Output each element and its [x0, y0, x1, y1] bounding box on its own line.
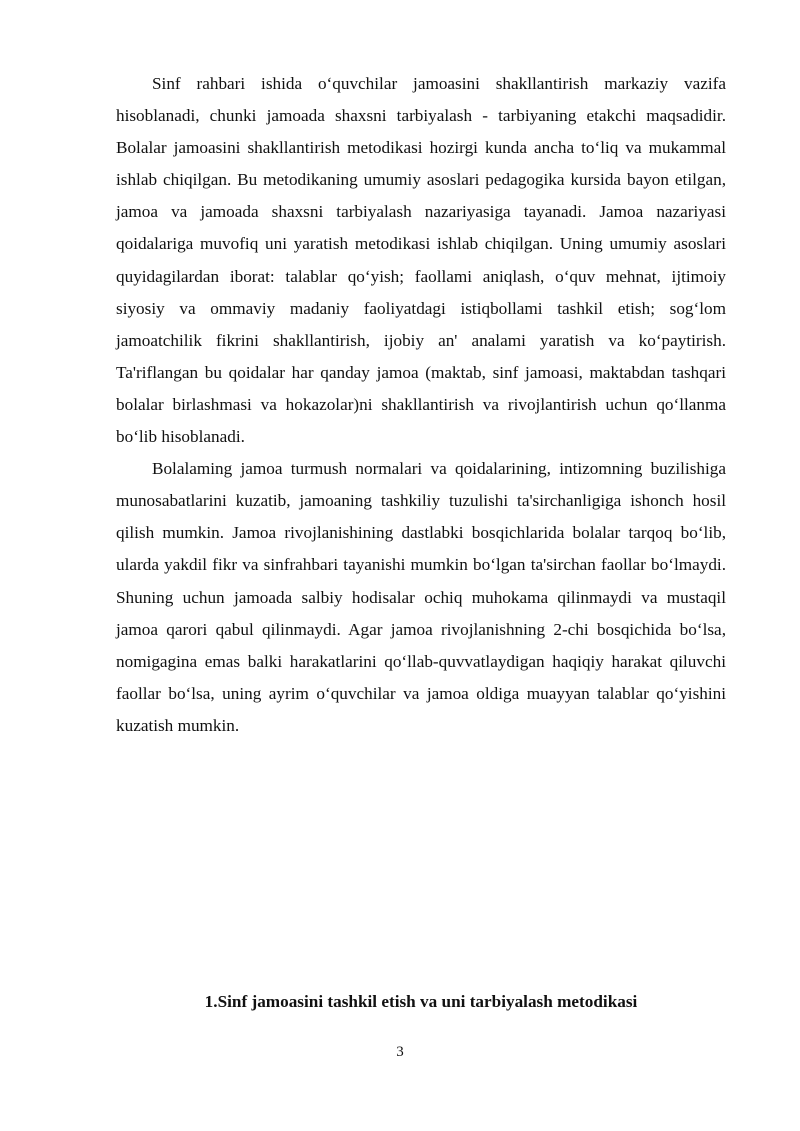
body-text: [116, 68, 726, 742]
section-heading: 1.Sinf jamoasini tashkil etish va uni tarbiyalash metodikasi: [204, 992, 638, 1011]
paragraph-2: Bolalaming jamoa turmush normalari va qoidalarining, intizomning buzilishiga munosabatlarini kuzatib, jamoaning tashkiliy tuzulishi ta'sirchanligiga ishonch hosil qilish mumkin. Jamoa rivojlanishining dastlabki bosqichlarida bolalar tarqoq bo‘lib, ularda yakdil fikr va sinfrahbari tayanishi mumkin bo‘lgan ta'sirchan faollar bo‘lmaydi. Shuning uchun jamoada salbiy hodisalar ochiq muhokama qilinmaydi va mustaqil jamoa qarori qabul qilinmaydi. Agar jamoa rivojlanishning 2-chi bosqichida bo‘lsa, nomigagina emas balki harakatlarini qo‘llab-quvvatlaydigan haqiqiy harakat qiluvchi faollar bo‘lsa, uning ayrim o‘quvchilar va jamoa oldiga muayyan talablar qo‘yishini kuzatish mumkin.: [116, 459, 726, 735]
page-number: 3: [396, 1044, 404, 1060]
paragraph-1: Sinf rahbari ishida o‘quvchilar jamoasini shakllantirish markaziy vazifa hisoblanadi, chunki jamoada shaxsni tarbiyalash - tarbiyaning etakchi maqsadidir. Bolalar jamoasini shakllantirish metodikasi hozirgi kunda ancha to‘liq va mukammal ishlab chiqilgan. Bu metodikaning umumiy asoslari pedagogika kursida bayon etilgan, jamoa va jamoada shaxsni tarbiyalash nazariyasiga tayanadi. Jamoa nazariyasi qoidalariga muvofiq uni yaratish metodikasi ishlab chiqilgan. Uning umumiy asoslari quyidagilardan iborat: talablar qo‘yish; faollami aniqlash, o‘quv mehnat, ijtimoiy siyosiy va ommaviy madaniy faoliyatdagi istiqbollami tashkil etish; sog‘lom jamoatchilik fikrini shakllantirish, ijobiy an' analami yaratish va ko‘paytirish. Ta'riflangan bu qoidalar har qanday jamoa (maktab, sinf jamoasi, maktabdan tashqari bolalar birlashmasi va hokazolar)ni shakllantirish va rivojlantirish uchun qo‘llanma bo‘lib hisoblanadi.: [116, 74, 726, 447]
